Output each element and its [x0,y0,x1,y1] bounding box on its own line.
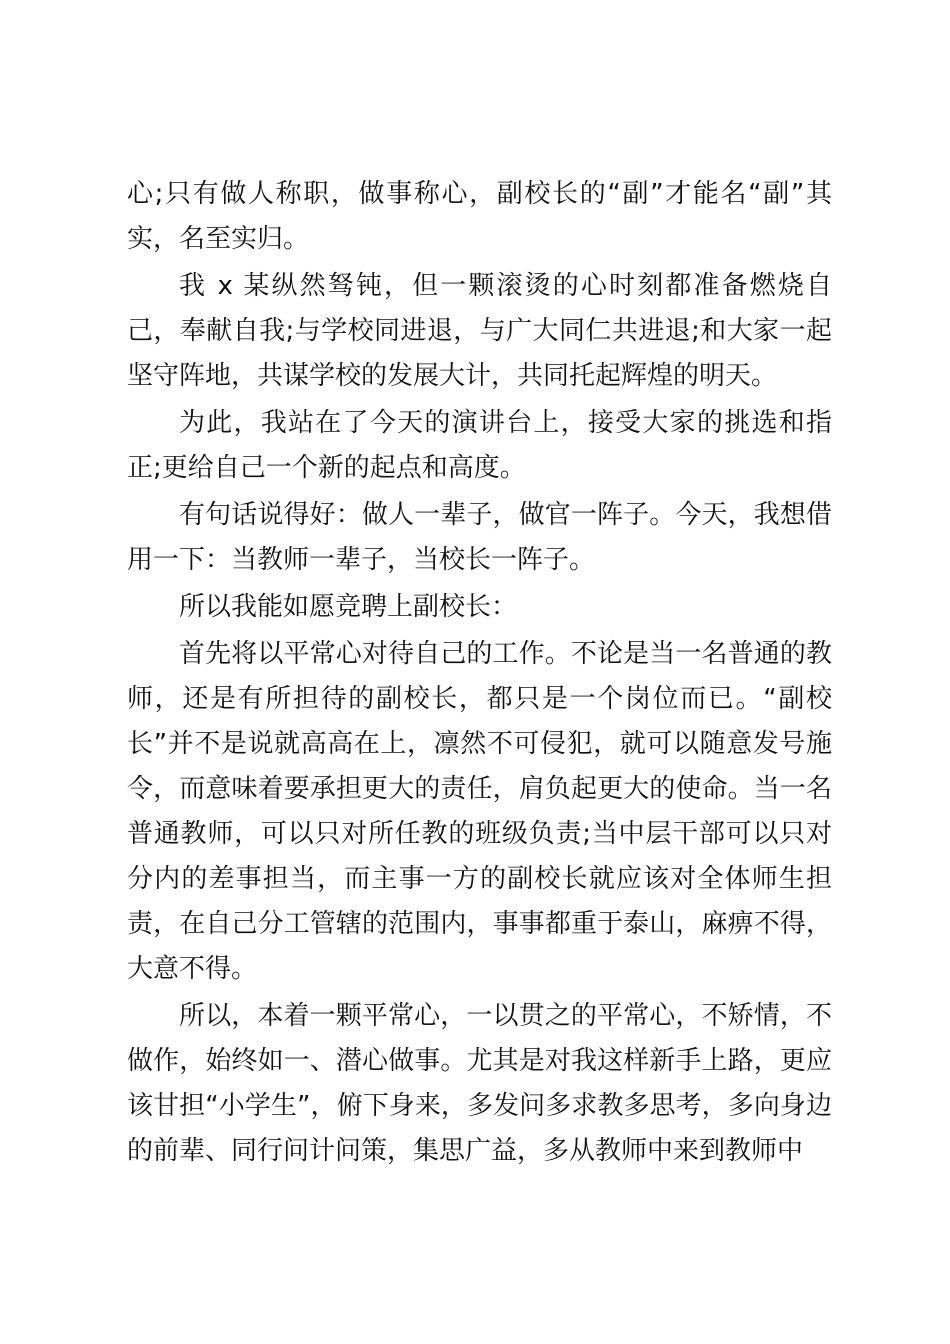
paragraph-1: 心;只有做人称职，做事称心，副校长的“副”才能名“副”其实，名至实归。 [127,179,832,254]
paragraph-7: 所以，本着一颗平常心，一以贯之的平常心，不矫情，不做作，始终如一、潜心做事。尤其是对我这样新手上路，更应该甘担“小学生”，俯下身来，多发问多求教多思考，多向身边的前辈、同行问计问策，集思广益，多从教师中来到教师中 [127,1001,832,1166]
paragraph-4: 有句话说得好：做人一辈子，做官一阵子。今天，我想借用一下：当教师一辈子，当校长一阵子。 [127,500,832,575]
paragraph-2: 我 x 某纵然驽钝，但一颗滚烫的心时刻都准备燃烧自己，奉献自我;与学校同进退，与广大同仁共进退;和大家一起坚守阵地，共谋学校的发展大计，共同托起辉煌的明天。 [127,271,832,391]
paragraph-3: 为此，我站在了今天的演讲台上，接受大家的挑选和指正;更给自己一个新的起点和高度。 [127,408,832,483]
paragraph-5: 所以我能如愿竞聘上副校长： [179,592,518,622]
document-body [127,172,832,1174]
paragraph-6: 首先将以平常心对待自己的工作。不论是当一名普通的教师，还是有所担待的副校长，都只是一个岗位而已。“副校长”并不是说就高高在上，凛然不可侵犯，就可以随意发号施令，而意味着要承担更大的责任，肩负起更大的使命。当一名普通教师，可以只对所任教的班级负责;当中层干部可以只对分内的差事担当，而主事一方的副校长就应该对全体师生担责，在自己分工管辖的范围内，事事都重于泰山，麻痹不得，大意不得。 [127,639,832,984]
